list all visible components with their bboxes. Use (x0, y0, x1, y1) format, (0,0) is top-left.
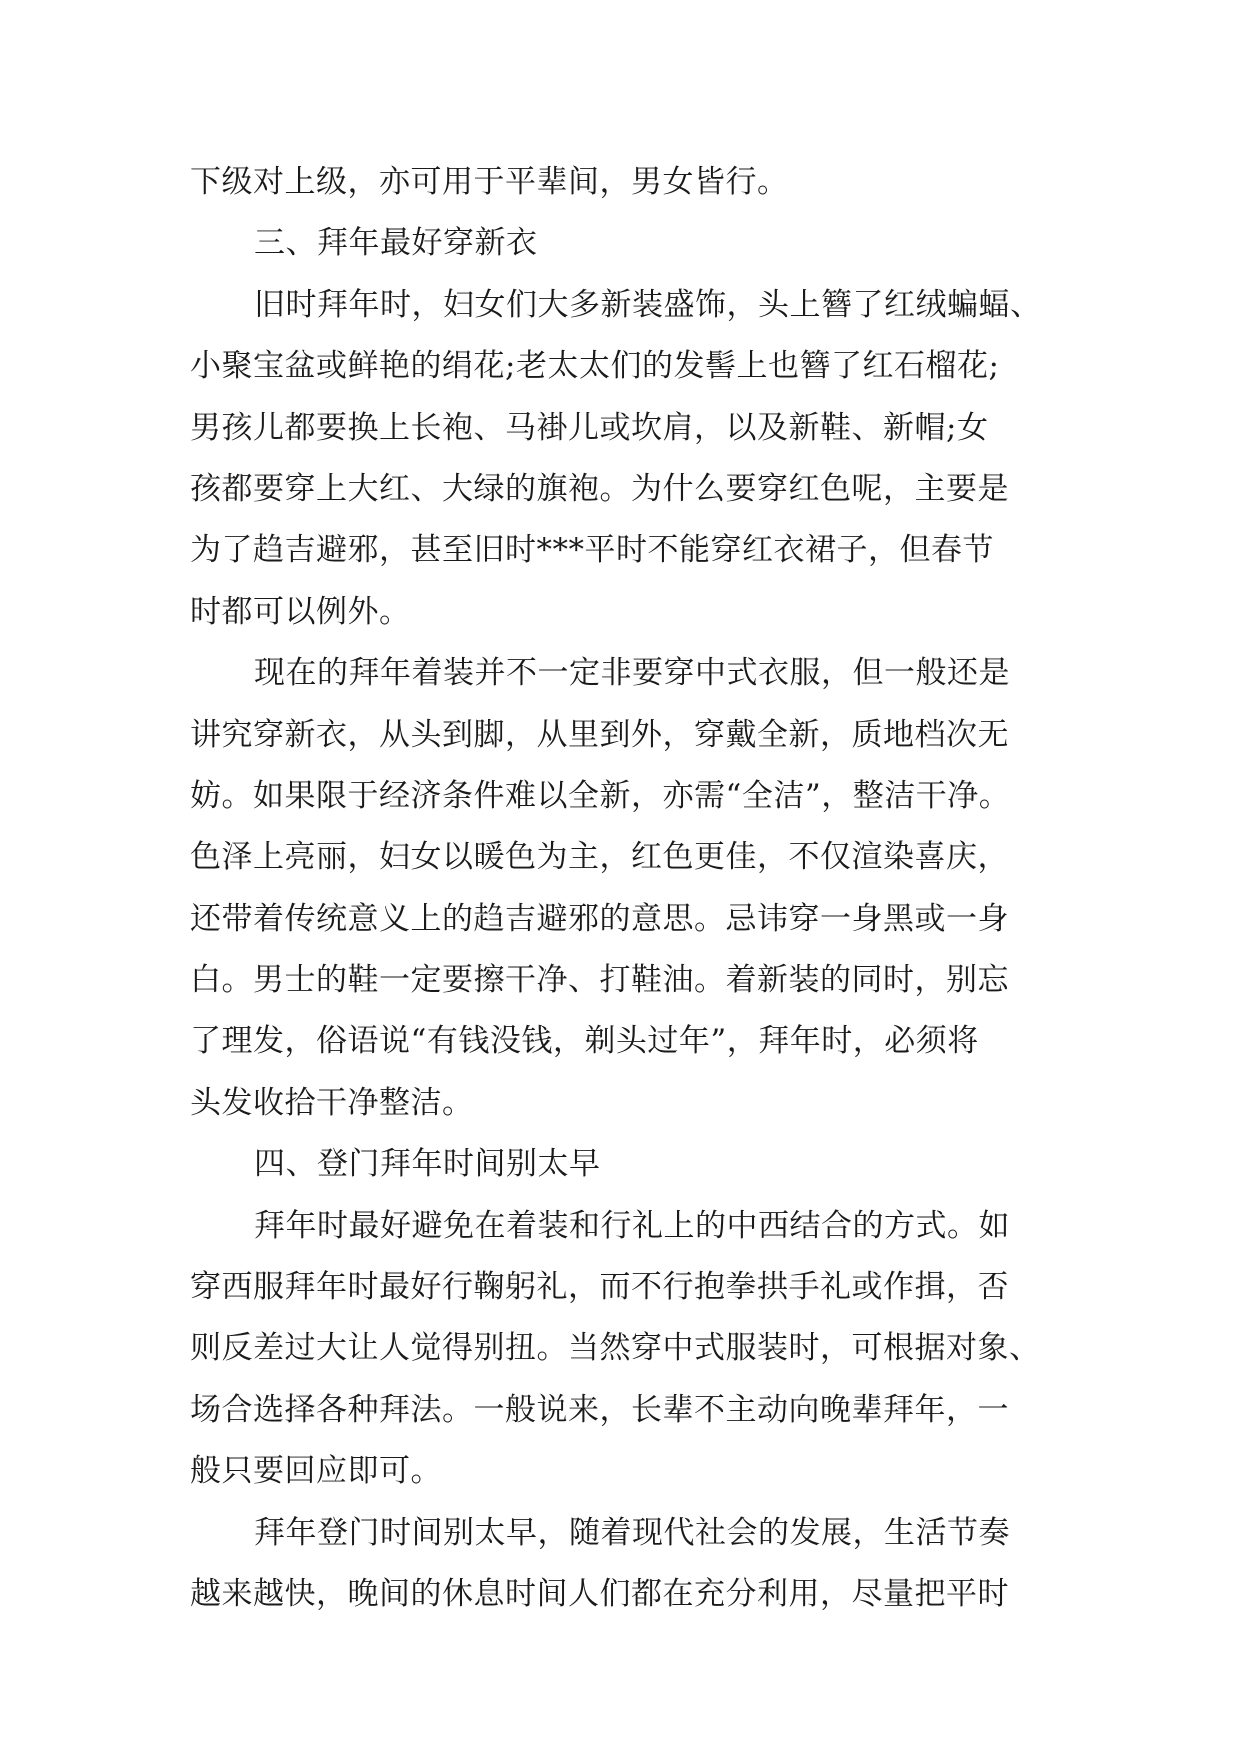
text-line: 小聚宝盆或鲜艳的绢花;老太太们的发髻上也簪了红石榴花; (190, 348, 1000, 385)
text-line: 场合选择各种拜法。一般说来，长辈不主动向晚辈拜年，一 (190, 1391, 1009, 1428)
section-heading: 三、拜年最好穿新衣 (254, 225, 538, 262)
text-line: 孩都要穿上大红、大绿的旗袍。为什么要穿红色呢，主要是 (190, 470, 1009, 507)
section-heading: 四、登门拜年时间别太早 (254, 1146, 601, 1183)
text-line: 般只要回应即可。 (190, 1453, 442, 1490)
text-line: 穿西服拜年时最好行鞠躬礼，而不行抱拳拱手礼或作揖，否 (190, 1269, 1009, 1306)
text-line: 还带着传统意义上的趋吉避邪的意思。忌讳穿一身黑或一身 (190, 900, 1009, 937)
text-line: 色泽上亮丽，妇女以暖色为主，红色更佳，不仅渲染喜庆， (190, 839, 1009, 876)
text-line: 白。男士的鞋一定要擦干净、打鞋油。着新装的同时，别忘 (190, 962, 1009, 999)
text-line: 为了趋吉避邪，甚至旧时***平时不能穿红衣裙子，但春节 (190, 532, 994, 569)
text-line: 则反差过大让人觉得别扭。当然穿中式服装时，可根据对象、 (190, 1330, 1041, 1367)
text-line: 下级对上级，亦可用于平辈间，男女皆行。 (190, 164, 789, 200)
text-line: 了理发，俗语说“有钱没钱，剃头过年”，拜年时，必须将 (190, 1023, 979, 1060)
text-line: 头发收拾干净整洁。 (190, 1084, 474, 1121)
text-line: 讲究穿新衣，从头到脚，从里到外，穿戴全新，质地档次无 (190, 716, 1009, 753)
text-line: 越来越快，晚间的休息时间人们都在充分利用，尽量把平时 (190, 1575, 1009, 1612)
text-line: 拜年登门时间别太早，随着现代社会的发展，生活节奏 (254, 1514, 1010, 1551)
text-line: 拜年时最好避免在着装和行礼上的中西结合的方式。如 (254, 1207, 1010, 1244)
text-line: 男孩儿都要换上长袍、马褂儿或坎肩，以及新鞋、新帽;女 (190, 409, 989, 446)
text-line: 现在的拜年着装并不一定非要穿中式衣服，但一般还是 (254, 655, 1010, 692)
text-line: 旧时拜年时，妇女们大多新装盛饰，头上簪了红绒蝙蝠、 (254, 286, 1042, 323)
text-line: 时都可以例外。 (190, 593, 411, 630)
document-body (190, 152, 1058, 1625)
text-line: 妨。如果限于经济条件难以全新，亦需“全洁”，整洁干净。 (190, 777, 1011, 814)
